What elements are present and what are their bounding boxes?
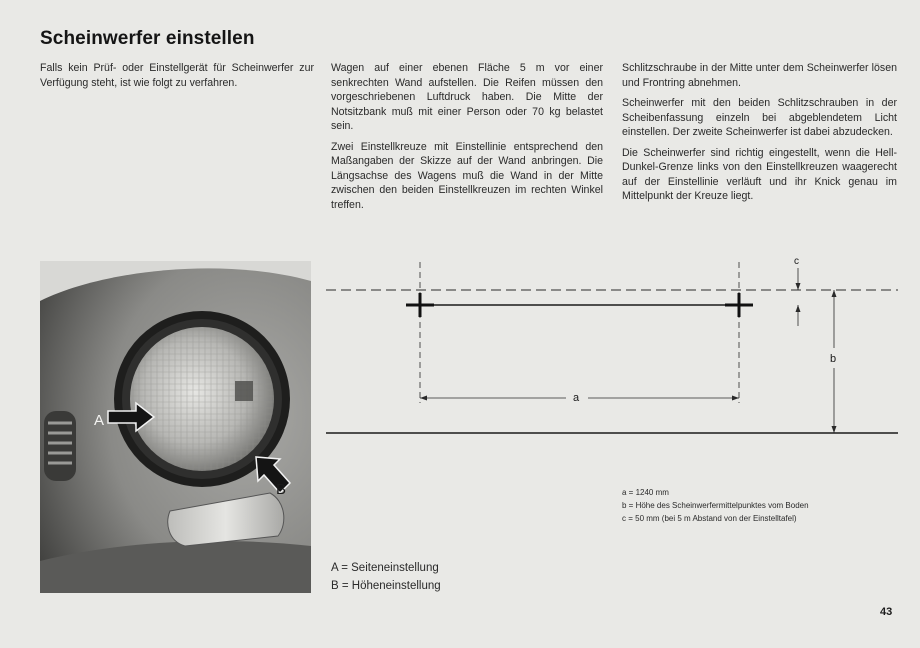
dimension-c-text: c = 50 mm (bei 5 m Abstand von der Einstelltafel) — [622, 514, 797, 523]
paragraph: Die Scheinwerfer sind richtig eingestellt, wenn die Hell-Dunkel-Grenze links von den Einstellkreuzen waagerecht auf der Einstellinie verläuft und ihr Knick genau im Mittelpunkt der Kreuze liegt. — [622, 146, 897, 202]
headlight-photo — [40, 261, 311, 593]
grille — [44, 411, 76, 481]
dimension-legend — [622, 486, 809, 525]
text-column-2 — [331, 61, 603, 218]
text-column-3 — [622, 61, 897, 210]
dimension-b-text: b = Höhe des Scheinwerfermittelpunktes vom Boden — [622, 501, 809, 510]
dimension-c — [796, 268, 801, 326]
adjustment-diagram — [326, 248, 898, 444]
right-crosshair-icon — [725, 262, 753, 403]
dimension-a — [420, 396, 739, 401]
dimension-a-label: a — [573, 392, 580, 404]
photo-label-a: A — [94, 412, 105, 429]
paragraph: Schlitzschraube in der Mitte unter dem Scheinwerfer lösen und Frontring abnehmen. — [622, 62, 897, 89]
text-column-1 — [40, 61, 314, 96]
paragraph: Falls kein Prüf- oder Einstellgerät für Scheinwerfer zur Verfügung steht, ist wie folgt zu verfahren. — [40, 62, 314, 89]
paragraph: Wagen auf einer ebenen Fläche 5 m vor einer senkrechten Wand aufstellen. Die Reifen müssen den vorgeschriebenen Luftdruck haben. Die Mitte der Notsitzbank muß mit einer Person oder 70 kg belastet sein. — [331, 62, 603, 132]
photo-label-b: B — [276, 481, 287, 498]
legend-b: B = Höheneinstellung — [331, 580, 441, 592]
dimension-c-label: c — [794, 256, 799, 267]
dimension-b-label: b — [830, 353, 837, 365]
paragraph: Scheinwerfer mit den beiden Schlitzschrauben in der Scheibenfassung einzeln bei abgeblendetem Licht einstellen. Der zweite Scheinwerfer ist dabei abzudecken. — [622, 97, 897, 138]
legend-a: A = Seiteneinstellung — [331, 562, 439, 574]
page-number: 43 — [880, 606, 893, 618]
paragraph: Zwei Einstellkreuze mit Einstellinie entsprechend den Maßangaben der Skizze auf der Wand anbringen. Die Längsachse des Wagens muß die Wand in der Mitte zwischen den beiden Einstellkreuzen im rechten Winkel treffen. — [331, 140, 603, 211]
adjustment-legend — [331, 559, 441, 595]
left-crosshair-icon — [406, 262, 434, 403]
page-title: Scheinwerfer einstellen — [40, 28, 255, 49]
dimension-a-text: a = 1240 mm — [622, 488, 669, 497]
